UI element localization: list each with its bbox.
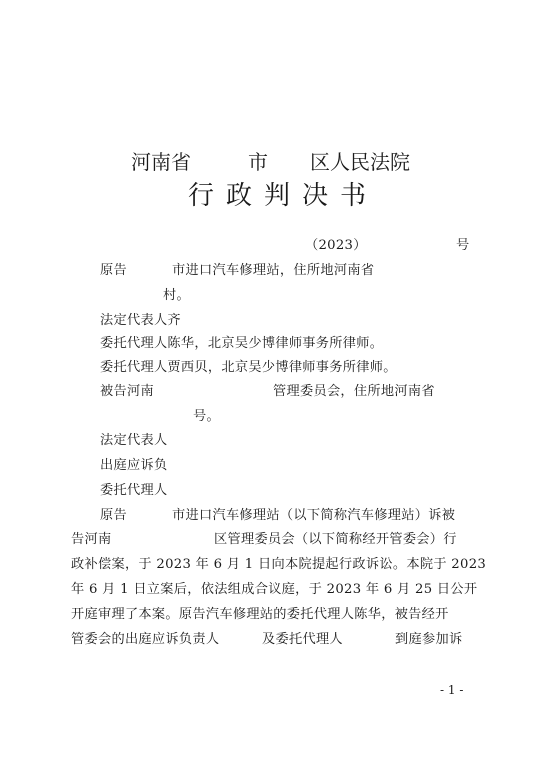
case-number-suffix: 号 <box>456 238 470 253</box>
defendant-text: 管理委员会，住所地河南省 <box>273 384 435 399</box>
court-district: 区人民法院 <box>310 150 410 174</box>
body-line-6b: 及委托代理人 <box>262 632 343 647</box>
page-number: - 1 - <box>440 683 464 697</box>
plaintiff-legal-rep: 法定代表人齐 <box>100 313 181 328</box>
body-line-2a: 告河南 <box>71 532 112 547</box>
court-province: 河南省 <box>131 150 191 174</box>
defendant-address-cont: 号。 <box>193 409 220 424</box>
defendant-legal-rep: 法定代表人 <box>100 433 168 448</box>
defendant-responsible-person: 出庭应诉负 <box>100 458 168 473</box>
plaintiff-agent-2: 委托代理人贾西贝，北京吴少博律师事务所律师。 <box>100 360 397 375</box>
plaintiff-text: 市进口汽车修理站，住所地河南省 <box>172 263 375 278</box>
body-line-1b: 市进口汽车修理站（以下简称汽车修理站）诉被 <box>172 508 456 523</box>
body-line-4: 年 6 月 1 日立案后，依法组成合议庭，于 2023 年 6 月 25 日公开 <box>71 582 478 597</box>
body-line-2b: 区管理委员会（以下简称经开管委会）行 <box>214 532 457 547</box>
defendant-label: 被告河南 <box>100 384 154 399</box>
plaintiff-label: 原告 <box>100 263 127 278</box>
body-line-5: 开庭审理了本案。原告汽车修理站的委托代理人陈华，被告经开 <box>71 607 449 622</box>
body-line-6c: 到庭参加诉 <box>395 632 463 647</box>
court-city: 市 <box>248 150 268 174</box>
plaintiff-agent-1: 委托代理人陈华，北京吴少博律师事务所律师。 <box>100 336 384 351</box>
document-title: 行政判决书 <box>188 181 379 211</box>
defendant-agent: 委托代理人 <box>100 483 168 498</box>
body-line-1a: 原告 <box>100 508 127 523</box>
plaintiff-address-cont: 村。 <box>163 288 190 303</box>
body-line-3: 政补偿案，于 2023 年 6 月 1 日向本院提起行政诉讼。本院于 2023 <box>71 557 487 572</box>
body-line-6a: 管委会的出庭应诉负责人 <box>71 632 220 647</box>
case-number-year: （2023） <box>305 238 367 253</box>
